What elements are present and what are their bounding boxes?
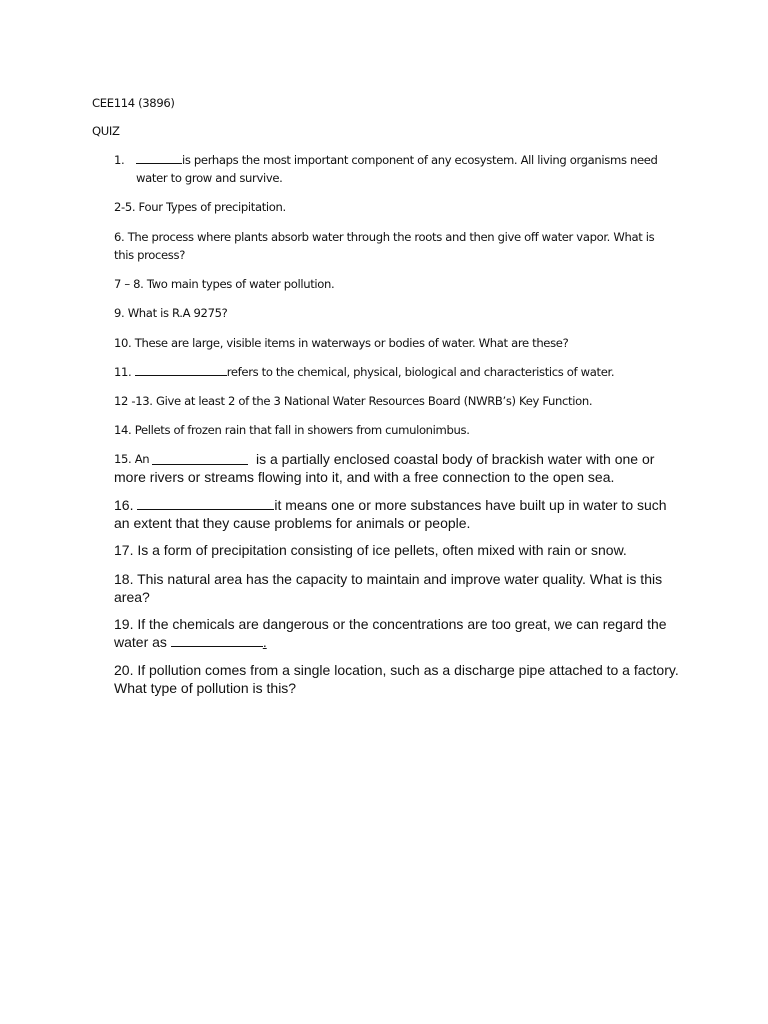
question-1-line1 (136, 151, 658, 169)
question-12-13: 12 -13. Give at least 2 of the 3 National Water Resources Board (NWRB’s) Key Function. (114, 394, 593, 408)
question-11-text: refers to the chemical, physical, biological and characteristics of water. (226, 365, 615, 379)
question-2-5: 2-5. Four Types of precipitation. (114, 200, 286, 214)
question-1-line2: water to grow and survive. (136, 171, 283, 185)
question-11-number: 11. (114, 365, 132, 379)
question-19-period: . (262, 634, 267, 650)
answer-blank (152, 452, 248, 465)
question-15-line2: more rivers or streams flowing into it, and with a free connection to the open sea. (114, 469, 615, 485)
question-15-number: 15. An (114, 452, 150, 466)
answer-blank (171, 634, 263, 647)
answer-blank (137, 497, 274, 510)
question-18-line2: area? (114, 589, 150, 605)
question-6-line2: this process? (114, 248, 185, 262)
question-16-number: 16. (114, 497, 134, 513)
question-7-8: 7 – 8. Two main types of water pollution. (114, 277, 335, 291)
question-19-text: water as (114, 634, 167, 650)
question-1-number: 1. (114, 153, 125, 167)
question-9: 9. What is R.A 9275? (114, 306, 228, 320)
question-16-text: it means one or more substances have built up in water to such (274, 497, 667, 513)
question-16 (114, 496, 667, 514)
question-19-line1: 19. If the chemicals are dangerous or the concentrations are too great, we can regard the (114, 616, 667, 632)
course-code: CEE114 (3896) (92, 96, 175, 110)
question-11 (114, 363, 614, 381)
question-16-line2: an extent that they cause problems for animals or people. (114, 515, 471, 531)
question-1-text: is perhaps the most important component of any ecosystem. All living organisms need (182, 153, 658, 167)
question-10: 10. These are large, visible items in waterways or bodies of water. What are these? (114, 336, 569, 350)
quiz-title: QUIZ (92, 124, 120, 138)
question-18-line1: 18. This natural area has the capacity to maintain and improve water quality. What is this (114, 571, 663, 587)
answer-blank (135, 363, 227, 376)
answer-blank (136, 151, 182, 164)
question-6-line1: 6. The process where plants absorb water through the roots and then give off water vapor. What is (114, 230, 655, 244)
question-20-line2: What type of pollution is this? (114, 680, 297, 696)
question-19-line2 (114, 633, 267, 651)
question-14: 14. Pellets of frozen rain that fall in showers from cumulonimbus. (114, 423, 470, 437)
question-20-line1: 20. If pollution comes from a single location, such as a discharge pipe attached to a factory. (114, 662, 679, 678)
question-15-line1: is a partially enclosed coastal body of brackish water with one or (256, 451, 655, 467)
question-17: 17. Is a form of precipitation consisting of ice pellets, often mixed with rain or snow. (114, 542, 627, 558)
